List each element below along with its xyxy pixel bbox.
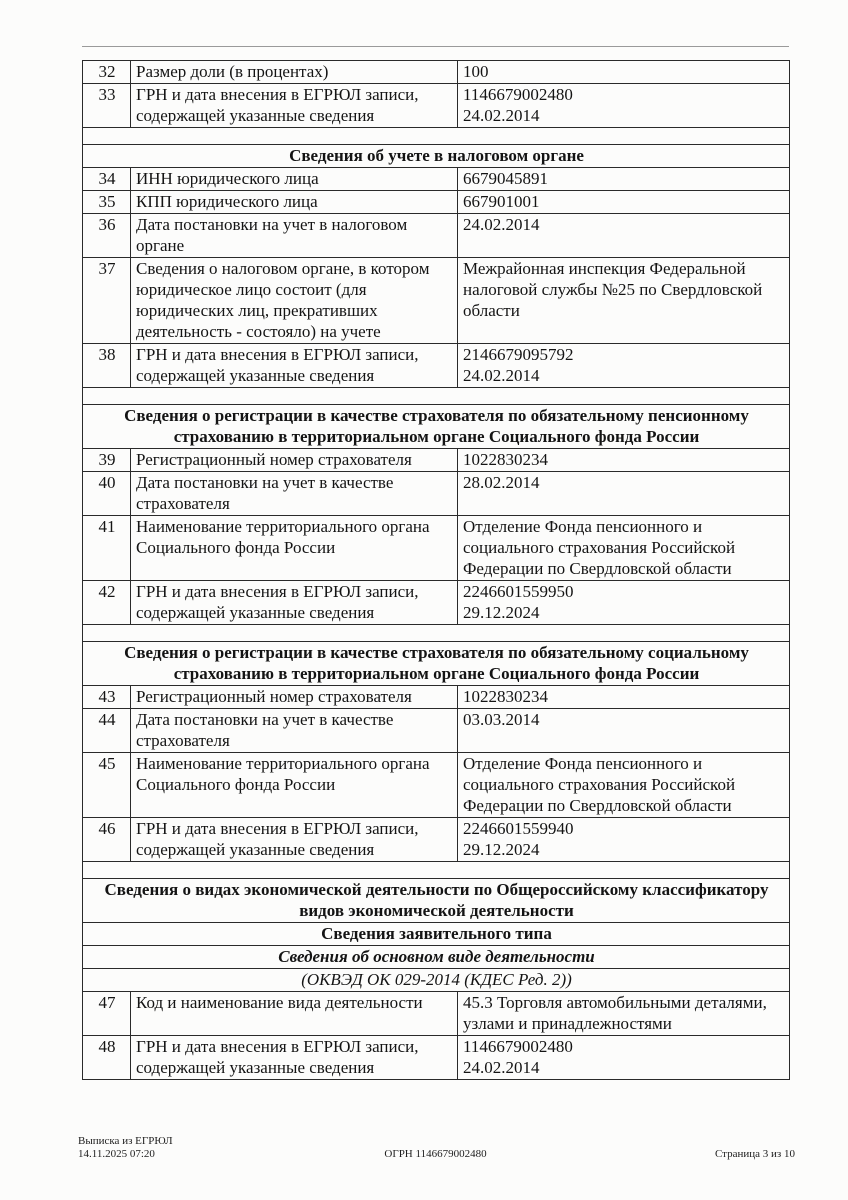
value-line: 1146679002480 — [463, 85, 573, 104]
egrul-table — [82, 60, 790, 1080]
row-value — [458, 61, 790, 84]
row-value — [458, 753, 790, 818]
table-row — [83, 168, 790, 191]
spacer-row — [83, 862, 790, 879]
table-row — [83, 709, 790, 753]
row-label: Сведения о налоговом органе, в котором юридическое лицо состоит (для юридических лиц, прекративших деятельность - состояло) на учете — [131, 258, 458, 344]
footer-doc-type: Выписка из ЕГРЮЛ — [78, 1135, 173, 1147]
row-label: ИНН юридического лица — [131, 168, 458, 191]
value-line: 29.12.2024 — [463, 603, 540, 622]
spacer-row — [83, 388, 790, 405]
value-line: 1022830234 — [463, 687, 548, 706]
value-line: Отделение Фонда пенсионного и социального страхования Российской Федерации по Свердловской области — [463, 754, 736, 815]
value-line: 45.3 Торговля автомобильными деталями, узлами и принадлежностями — [463, 993, 767, 1033]
row-label: Дата постановки на учет в качестве страхователя — [131, 472, 458, 516]
footer-datetime: 14.11.2025 07:20 — [78, 1148, 155, 1160]
row-value — [458, 168, 790, 191]
value-line: 2146679095792 — [463, 345, 574, 364]
row-value — [458, 686, 790, 709]
value-line: 03.03.2014 — [463, 710, 540, 729]
value-line: 24.02.2014 — [463, 215, 540, 234]
table-row — [83, 191, 790, 214]
value-line: Межрайонная инспекция Федеральной налоговой службы №25 по Свердловской области — [463, 259, 763, 320]
value-line: 6679045891 — [463, 169, 548, 188]
table-row — [83, 581, 790, 625]
row-label: Дата постановки на учет в качестве страхователя — [131, 709, 458, 753]
value-line: 29.12.2024 — [463, 840, 540, 859]
row-label: Дата постановки на учет в налоговом органе — [131, 214, 458, 258]
section-header-row — [83, 642, 790, 686]
row-label: Размер доли (в процентах) — [131, 61, 458, 84]
row-label: Регистрационный номер страхователя — [131, 449, 458, 472]
row-number: 45 — [83, 753, 131, 818]
table-row — [83, 516, 790, 581]
section-header-row — [83, 145, 790, 168]
row-number: 33 — [83, 84, 131, 128]
row-value — [458, 344, 790, 388]
row-label: Наименование территориального органа Социального фонда России — [131, 753, 458, 818]
row-number: 42 — [83, 581, 131, 625]
section-header-row — [83, 879, 790, 923]
value-line: 1022830234 — [463, 450, 548, 469]
row-label: ГРН и дата внесения в ЕГРЮЛ записи, содержащей указанные сведения — [131, 581, 458, 625]
row-value — [458, 449, 790, 472]
section-header: Сведения о регистрации в качестве страхователя по обязательному социальному страхованию в территориальном органе Социального фонда России — [83, 642, 790, 686]
section-header: Сведения об учете в налоговом органе — [83, 145, 790, 168]
table-row — [83, 214, 790, 258]
row-number: 35 — [83, 191, 131, 214]
row-value — [458, 472, 790, 516]
spacer-row — [83, 625, 790, 642]
value-line: 2246601559940 — [463, 819, 574, 838]
row-value — [458, 992, 790, 1036]
spacer-cell — [83, 625, 790, 642]
row-value — [458, 84, 790, 128]
table-row — [83, 472, 790, 516]
spacer-cell — [83, 388, 790, 405]
row-value — [458, 818, 790, 862]
row-label: Код и наименование вида деятельности — [131, 992, 458, 1036]
value-line: 24.02.2014 — [463, 106, 540, 125]
row-label: Наименование территориального органа Социального фонда России — [131, 516, 458, 581]
table-row — [83, 344, 790, 388]
section-header: Сведения о регистрации в качестве страхователя по обязательному пенсионному страхованию в территориальном органе Социального фонда России — [83, 405, 790, 449]
row-number: 37 — [83, 258, 131, 344]
row-number: 44 — [83, 709, 131, 753]
row-number: 39 — [83, 449, 131, 472]
spacer-cell — [83, 128, 790, 145]
section-header-row — [83, 923, 790, 946]
table-continuation-rule — [82, 46, 789, 47]
section-header-row — [83, 405, 790, 449]
row-number: 41 — [83, 516, 131, 581]
table-row — [83, 753, 790, 818]
spacer-row — [83, 128, 790, 145]
value-line: 100 — [463, 62, 489, 81]
row-number: 34 — [83, 168, 131, 191]
row-value — [458, 516, 790, 581]
value-line: Отделение Фонда пенсионного и социального страхования Российской Федерации по Свердловской области — [463, 517, 736, 578]
row-number: 40 — [83, 472, 131, 516]
row-number: 38 — [83, 344, 131, 388]
row-value — [458, 191, 790, 214]
section-header: Сведения заявительного типа — [83, 923, 790, 946]
row-label: Регистрационный номер страхователя — [131, 686, 458, 709]
row-label: ГРН и дата внесения в ЕГРЮЛ записи, содержащей указанные сведения — [131, 84, 458, 128]
row-value — [458, 214, 790, 258]
footer-page-number: Страница 3 из 10 — [714, 1148, 795, 1160]
table-row — [83, 84, 790, 128]
row-value — [458, 1036, 790, 1080]
table-row — [83, 686, 790, 709]
row-number: 48 — [83, 1036, 131, 1080]
row-value — [458, 709, 790, 753]
table-row — [83, 61, 790, 84]
row-value — [458, 258, 790, 344]
table-row — [83, 992, 790, 1036]
section-header: (ОКВЭД ОК 029-2014 (КДЕС Ред. 2)) — [83, 969, 790, 992]
row-number: 32 — [83, 61, 131, 84]
spacer-cell — [83, 862, 790, 879]
footer-ogrn: ОГРН 1146679002480 — [384, 1148, 487, 1160]
value-line: 24.02.2014 — [463, 1058, 540, 1077]
row-label: КПП юридического лица — [131, 191, 458, 214]
section-header-row — [83, 946, 790, 969]
table-row — [83, 1036, 790, 1080]
section-header: Сведения об основном виде деятельности — [83, 946, 790, 969]
value-line: 2246601559950 — [463, 582, 574, 601]
table-row — [83, 818, 790, 862]
value-line: 1146679002480 — [463, 1037, 573, 1056]
row-label: ГРН и дата внесения в ЕГРЮЛ записи, содержащей указанные сведения — [131, 818, 458, 862]
egrul-table-body — [83, 61, 790, 1080]
value-line: 28.02.2014 — [463, 473, 540, 492]
row-label: ГРН и дата внесения в ЕГРЮЛ записи, содержащей указанные сведения — [131, 344, 458, 388]
row-label: ГРН и дата внесения в ЕГРЮЛ записи, содержащей указанные сведения — [131, 1036, 458, 1080]
row-number: 36 — [83, 214, 131, 258]
value-line: 667901001 — [463, 192, 540, 211]
section-header: Сведения о видах экономической деятельности по Общероссийскому классификатору видов экономической деятельности — [83, 879, 790, 923]
table-row — [83, 449, 790, 472]
row-number: 47 — [83, 992, 131, 1036]
row-number: 43 — [83, 686, 131, 709]
value-line: 24.02.2014 — [463, 366, 540, 385]
row-value — [458, 581, 790, 625]
table-row — [83, 258, 790, 344]
section-header-row — [83, 969, 790, 992]
row-number: 46 — [83, 818, 131, 862]
